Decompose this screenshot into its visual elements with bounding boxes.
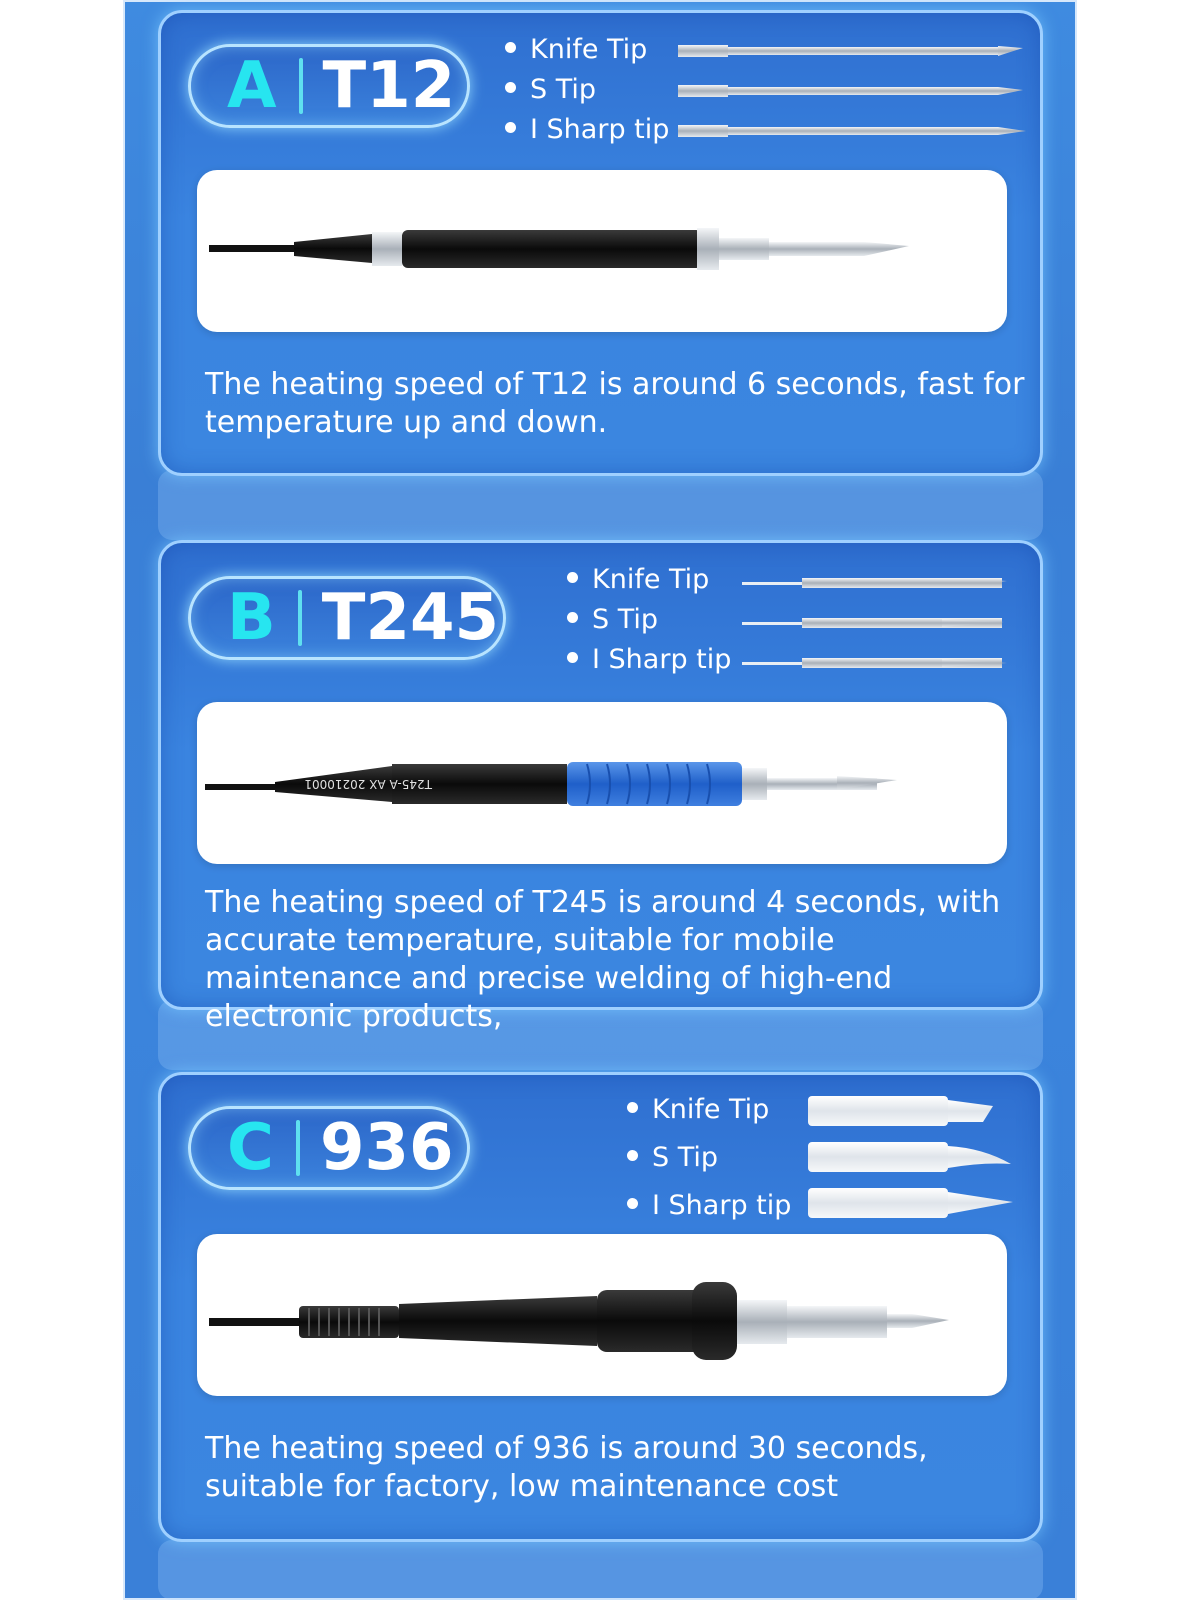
bullet-icon [567,612,578,623]
t12-knife-tip-icon [678,45,1023,57]
section-model: T245 [321,581,500,655]
tip-label: I Sharp tip [592,644,732,675]
section-letter: C [227,1111,274,1185]
section-model: 936 [319,1111,454,1185]
t245-knife-tip-icon [742,578,1007,588]
t12-s-tip-icon [678,85,1023,97]
936-s-tip-icon [808,1142,1011,1172]
936-sharp-tip-icon [808,1188,1013,1218]
section-b-description: The heating speed of T245 is around 4 seconds, with accurate temperature, suitable for mobile maintenance and precise welding of high-end electronic products, [205,885,1001,1034]
bullet-icon [567,572,578,583]
936-handle-icon [197,1234,1007,1396]
section-b-handle-photo [197,702,1007,864]
tip-label: I Sharp tip [652,1190,792,1221]
bullet-icon [627,1150,638,1161]
section-a-badge [188,44,470,128]
tip-item [505,70,669,110]
tip-item [505,110,669,150]
section-a-handle-photo [197,170,1007,332]
t245-s-tip-icon [742,618,1004,628]
section-a-tip-images [678,40,1028,140]
t245-handle-icon [197,702,1007,864]
tip-label: Knife Tip [652,1094,770,1125]
badge-separator [299,58,303,114]
badge-separator [298,590,302,646]
tip-label: S Tip [592,604,659,635]
bullet-icon [627,1102,638,1113]
section-letter: A [227,49,277,123]
tip-item [505,30,669,70]
936-knife-tip-icon [808,1096,993,1126]
tip-label: I Sharp tip [530,114,670,145]
tip-item [627,1134,791,1182]
section-c-handle-photo [197,1234,1007,1396]
tip-label: Knife Tip [592,564,710,595]
t12-handle-icon [197,170,1007,332]
divider-band [158,470,1043,540]
tip-item [567,560,731,600]
bullet-icon [505,82,516,93]
badge-separator [296,1120,300,1176]
tip-item [567,640,731,680]
bullet-icon [505,42,516,53]
tip-label: Knife Tip [530,34,648,65]
t245-sharp-tip-icon [742,658,1007,668]
section-b-tip-images [742,572,1012,672]
section-b-badge [188,576,506,660]
t12-sharp-tip-icon [678,125,1026,137]
section-letter: B [227,581,276,655]
tip-item [567,600,731,640]
divider-band [158,1540,1043,1600]
tip-label: S Tip [652,1142,719,1173]
section-a-tip-list [505,30,669,150]
bullet-icon [627,1198,638,1209]
section-c-badge [188,1106,470,1190]
section-b-tip-list [567,560,731,680]
tip-label: S Tip [530,74,597,105]
handle-print: T245-A AX 20210001 [304,777,432,791]
bullet-icon [505,122,516,133]
tip-item [627,1182,791,1230]
section-c-tip-images [808,1094,1018,1224]
section-model: T12 [322,49,456,123]
tip-item [627,1086,791,1134]
bullet-icon [567,652,578,663]
section-c-description: The heating speed of 936 is around 30 seconds, suitable for factory, low maintenance cost [205,1431,928,1504]
section-a-description: The heating speed of T12 is around 6 seconds, fast for temperature up and down. [205,367,1025,440]
section-c-tip-list [627,1086,791,1230]
